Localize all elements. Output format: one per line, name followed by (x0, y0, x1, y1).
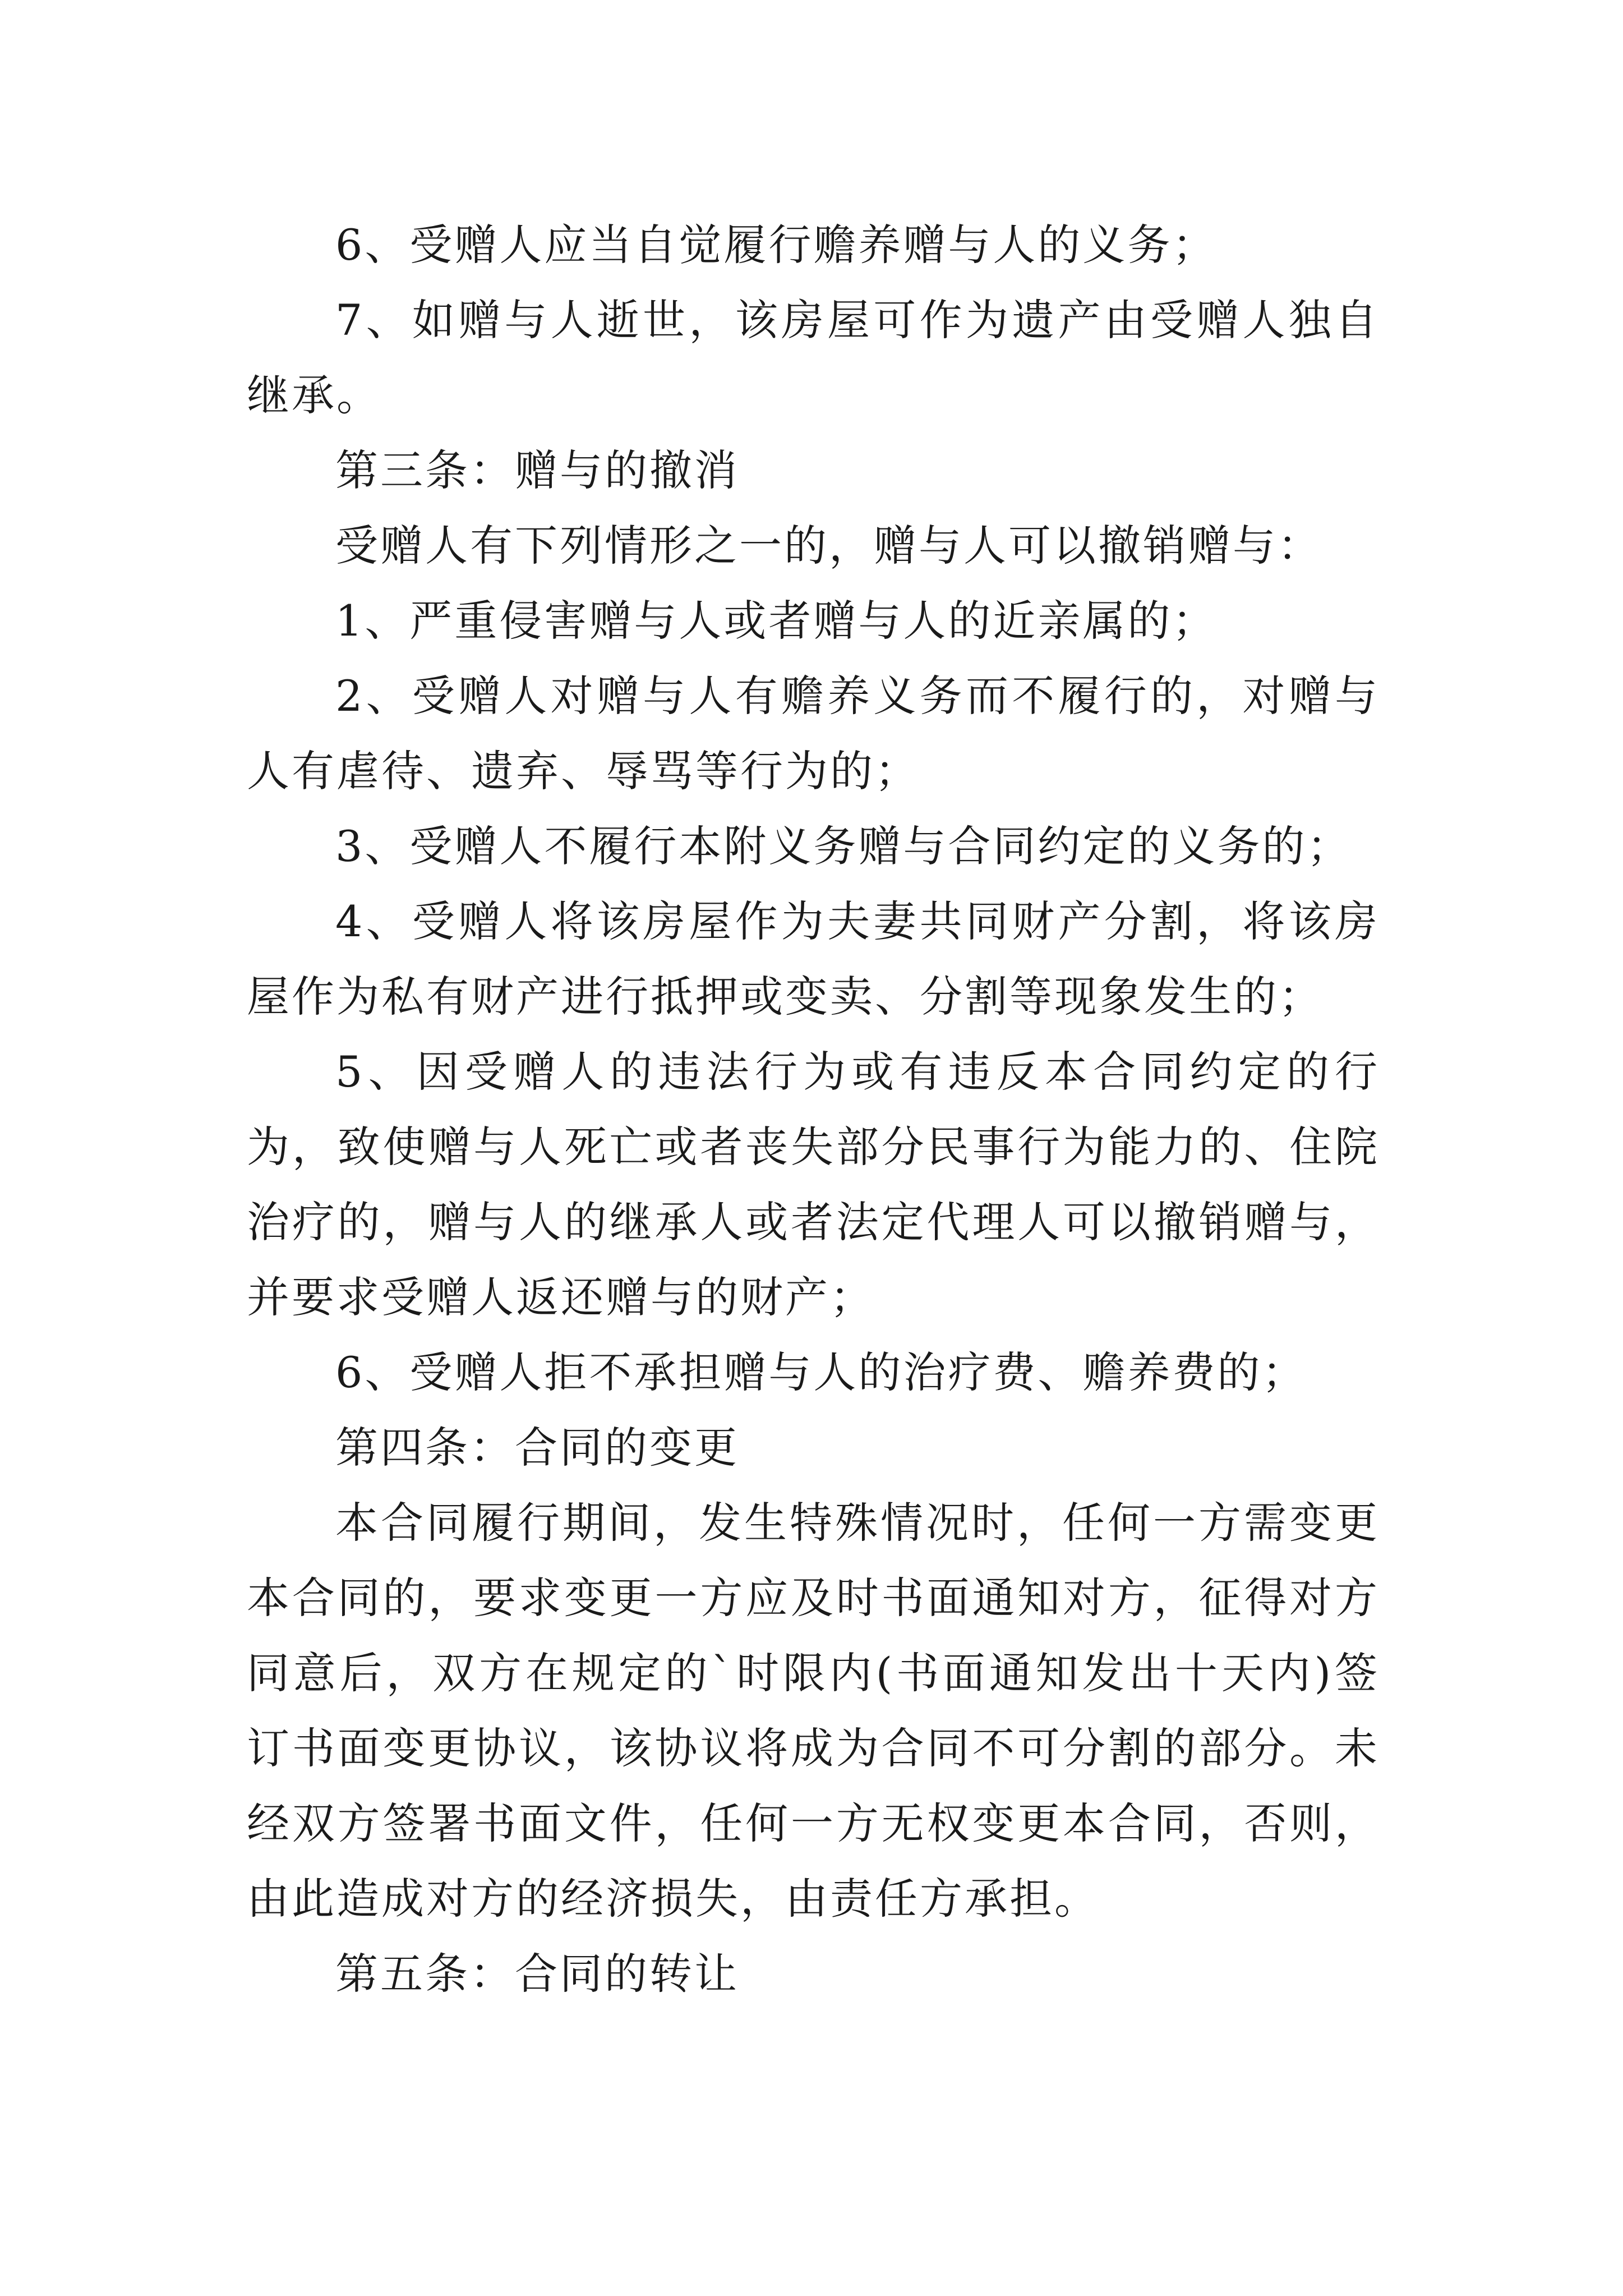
paragraph-revocation-2: 2、受赠人对赠与人有赡养义务而不履行的，对赠与人有虐待、遗弃、辱骂等行为的； (247, 671, 1380, 796)
paragraph-contract-change: 本合同履行期间，发生特殊情况时，任何一方需变更本合同的，要求变更一方应及时书面通知对方，征得对方同意后，双方在规定的`时限内(书面通知发出十天内)签订书面变更协议，该协议将成为合同不可分割的部分。未经双方签署书面文件，任何一方无权变更本合同，否则，由此造成对方的经济损失，由责任方承担。 (247, 1498, 1380, 1924)
heading-article-3: 第三条：赠与的撤消 (335, 445, 739, 495)
paragraph-revocation-1: 1、严重侵害赠与人或者赠与人的近亲属的； (335, 596, 1218, 646)
paragraph-revocation-6: 6、受赠人拒不承担赠与人的治疗费、赡养费的； (335, 1347, 1307, 1397)
paragraph-obligation-6: 6、受赠人应当自觉履行赡养赠与人的义务； (335, 220, 1218, 270)
heading-article-5: 第五条：合同的转让 (335, 1949, 739, 1999)
paragraph-revocation-intro: 受赠人有下列情形之一的，赠与人可以撤销赠与： (335, 521, 1322, 570)
document-body (247, 208, 1380, 2012)
paragraph-revocation-3: 3、受赠人不履行本附义务赠与合同约定的义务的； (335, 821, 1352, 871)
heading-article-4: 第四条：合同的变更 (335, 1423, 739, 1473)
paragraph-obligation-7: 7、如赠与人逝世，该房屋可作为遗产由受赠人独自继承。 (247, 295, 1380, 420)
paragraph-revocation-5: 5、因受赠人的违法行为或有违反本合同约定的行为，致使赠与人死亡或者丧失部分民事行为能力的、住院治疗的，赠与人的继承人或者法定代理人可以撤销赠与，并要求受赠人返还赠与的财产； (247, 1047, 1380, 1322)
paragraph-revocation-4: 4、受赠人将该房屋作为夫妻共同财产分割，将该房屋作为私有财产进行抵押或变卖、分割等现象发生的； (247, 896, 1380, 1022)
